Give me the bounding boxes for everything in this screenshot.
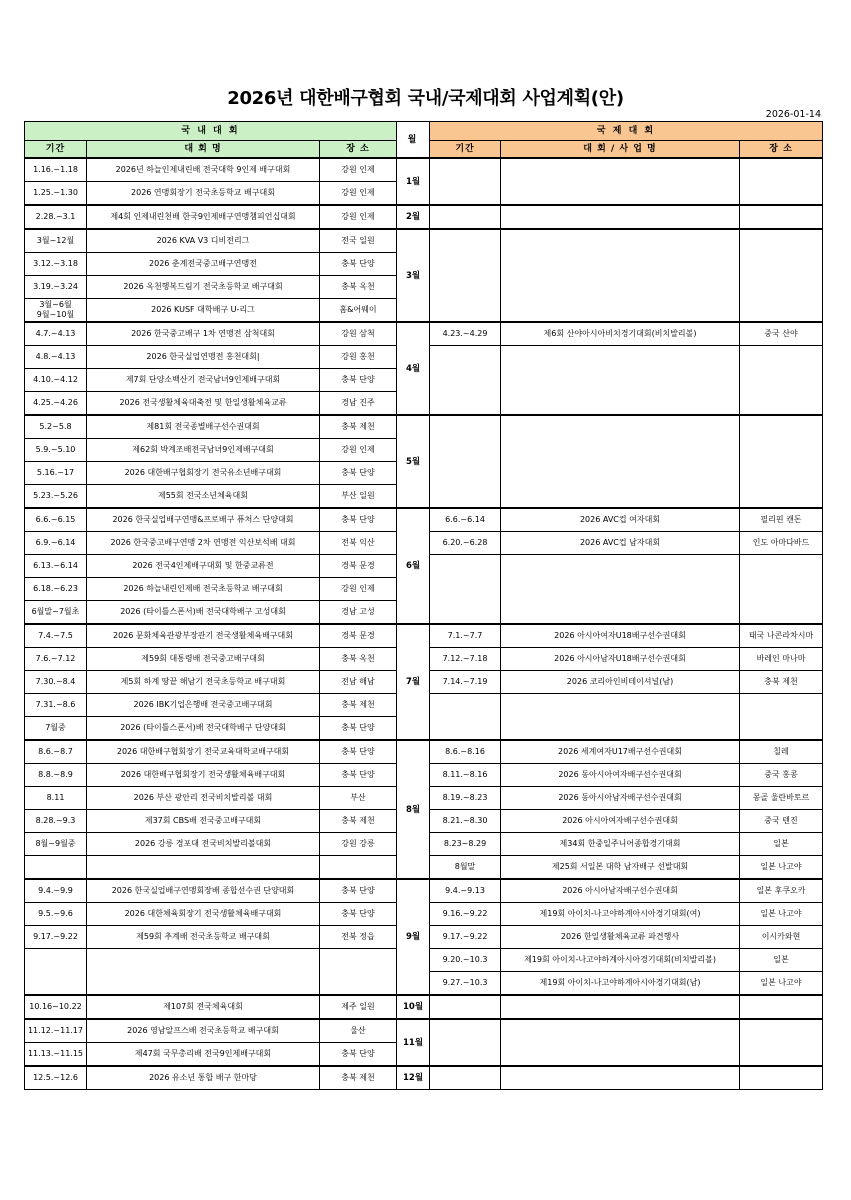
intl-period-empty <box>430 995 501 1019</box>
intl-event-empty <box>501 555 740 625</box>
intl-venue: 중국 홍콩 <box>740 764 823 787</box>
intl-event: 제25회 서일본 대학 남자배구 선발대회 <box>501 856 740 880</box>
intl-event-empty <box>501 1066 740 1090</box>
intl-venue: 일본 나고야 <box>740 972 823 996</box>
intl-venue: 인도 아마다바드 <box>740 532 823 555</box>
intl-venue-empty <box>740 158 823 205</box>
domestic-period: 1.16.~1.18 <box>25 158 87 182</box>
intl-venue-empty <box>740 346 823 416</box>
domestic-venue: 전북 정읍 <box>320 926 397 949</box>
domestic-event: 2026 한국실업배구연맹&프로배구 퓨처스 단양대회 <box>87 508 320 532</box>
domestic-event: 제47회 국무총리배 전국9인제배구대회 <box>87 1043 320 1067</box>
intl-event: 2026 한일생활체육교류 파견행사 <box>501 926 740 949</box>
intl-venue-empty <box>740 555 823 625</box>
domestic-event: 2026 한국실업배구연맹회장배 종합선수권 단양대회 <box>87 879 320 903</box>
domestic-venue: 충북 단양 <box>320 1043 397 1067</box>
domestic-event: 2026 하늘내린인제배 전국초등학교 배구대회 <box>87 578 320 601</box>
table-row <box>25 740 823 764</box>
domestic-venue: 강원 홍천 <box>320 346 397 369</box>
intl-venue-empty <box>740 1066 823 1090</box>
intl-period-empty <box>430 229 501 322</box>
domestic-event-header: 대 회 명 <box>87 141 320 159</box>
domestic-venue: 부산 일원 <box>320 485 397 509</box>
intl-venue: 몽골 울란바토르 <box>740 787 823 810</box>
intl-venue: 일본 후쿠오카 <box>740 879 823 903</box>
intl-period: 8월말 <box>430 856 501 880</box>
intl-venue: 일본 <box>740 833 823 856</box>
domestic-venue: 충북 단양 <box>320 903 397 926</box>
intl-event-empty <box>501 229 740 322</box>
domestic-event: 2026 문화체육관광부장관기 전국생활체육배구대회 <box>87 624 320 648</box>
domestic-period: 7.6.~7.12 <box>25 648 87 671</box>
intl-event: 2026 아시아남자U18배구선수권대회 <box>501 648 740 671</box>
intl-event: 제19회 아이치-나고야하계아시아경기대회(여) <box>501 903 740 926</box>
domestic-venue: 충북 제천 <box>320 694 397 717</box>
domestic-period: 11.12.~11.17 <box>25 1019 87 1043</box>
intl-event: 2026 아시아여자U18배구선수권대회 <box>501 624 740 648</box>
domestic-venue: 경남 고성 <box>320 601 397 625</box>
domestic-venue: 충북 제천 <box>320 810 397 833</box>
domestic-period-empty <box>25 856 87 880</box>
domestic-event: 2026 부산 광안리 전국비치발리볼 대회 <box>87 787 320 810</box>
intl-period: 8.11.~8.16 <box>430 764 501 787</box>
domestic-event: 2026 전국4인제배구대회 및 한중교류전 <box>87 555 320 578</box>
intl-venue-empty <box>740 1019 823 1066</box>
domestic-venue: 충북 제천 <box>320 415 397 439</box>
domestic-event: 2026 강릉 경포대 전국비치발리볼대회 <box>87 833 320 856</box>
domestic-period: 6.9.~6.14 <box>25 532 87 555</box>
table-row <box>25 1019 823 1043</box>
domestic-event: 2026 대한배구협회장기 전국생활체육배구대회 <box>87 764 320 787</box>
domestic-period: 9.17.~9.22 <box>25 926 87 949</box>
intl-event-empty <box>501 346 740 416</box>
domestic-event: 제7회 단양소백산기 전국남녀9인제배구대회 <box>87 369 320 392</box>
domestic-period: 3.12.~3.18 <box>25 253 87 276</box>
domestic-period: 3.19.~3.24 <box>25 276 87 299</box>
intl-period: 7.12.~7.18 <box>430 648 501 671</box>
domestic-event: 2026 대한체육회장기 전국생활체육배구대회 <box>87 903 320 926</box>
domestic-period: 8.6.~8.7 <box>25 740 87 764</box>
intl-venue-empty <box>740 415 823 508</box>
intl-venue: 일본 나고야 <box>740 903 823 926</box>
schedule-table <box>24 121 823 1090</box>
intl-venue: 일본 나고야 <box>740 856 823 880</box>
domestic-event: 2026 KUSF 대학배구 U-리그 <box>87 299 320 323</box>
domestic-event: 제5회 하계 땅끝 해남기 전국초등학교 배구대회 <box>87 671 320 694</box>
intl-venue: 칠레 <box>740 740 823 764</box>
intl-venue-empty <box>740 995 823 1019</box>
intl-venue-empty <box>740 229 823 322</box>
month-label: 3월 <box>397 229 430 322</box>
month-label: 12월 <box>397 1066 430 1090</box>
intl-event: 제34회 한중일주니어종합경기대회 <box>501 833 740 856</box>
domestic-event: 제62회 박계조배전국남녀9인제배구대회 <box>87 439 320 462</box>
domestic-period: 1.25.~1.30 <box>25 182 87 206</box>
domestic-venue: 전북 익산 <box>320 532 397 555</box>
intl-event: 2026 아시아여자배구선수권대회 <box>501 810 740 833</box>
domestic-venue: 강원 강릉 <box>320 833 397 856</box>
domestic-venue: 부산 <box>320 787 397 810</box>
intl-venue: 바레인 마나마 <box>740 648 823 671</box>
header-row-1 <box>25 122 823 141</box>
domestic-venue: 충북 옥천 <box>320 648 397 671</box>
domestic-venue: 충북 단양 <box>320 462 397 485</box>
domestic-event: 2026 IBK기업은행배 전국중고배구대회 <box>87 694 320 717</box>
intl-period-empty <box>430 694 501 741</box>
domestic-period: 4.25.~4.26 <box>25 392 87 416</box>
domestic-period: 9.4.~9.9 <box>25 879 87 903</box>
table-row <box>25 1066 823 1090</box>
intl-event: 제19회 아이치-나고야하계아시아경기대회(남) <box>501 972 740 996</box>
domestic-event: 제81회 전국종별배구선수권대회 <box>87 415 320 439</box>
document-title: 2026년 대한배구협회 국내/국제대회 사업계획(안) <box>227 88 624 109</box>
domestic-period: 12.5.~12.6 <box>25 1066 87 1090</box>
domestic-period: 4.10.~4.12 <box>25 369 87 392</box>
domestic-venue: 제주 일원 <box>320 995 397 1019</box>
intl-venue-header: 장 소 <box>740 141 823 159</box>
domestic-event: 2026 대한배구협회장기 전국교육대학교배구대회 <box>87 740 320 764</box>
intl-period: 8.21.~8.30 <box>430 810 501 833</box>
intl-period: 4.23.~4.29 <box>430 322 501 346</box>
intl-event: 2026 AVC컵 남자대회 <box>501 532 740 555</box>
domestic-event: 제55회 전국소년체육대회 <box>87 485 320 509</box>
domestic-period-header: 기간 <box>25 141 87 159</box>
intl-venue: 중국 텐진 <box>740 810 823 833</box>
intl-event: 2026 AVC컵 여자대회 <box>501 508 740 532</box>
intl-period: 8.19.~8.23 <box>430 787 501 810</box>
domestic-period: 7.4.~7.5 <box>25 624 87 648</box>
domestic-event: 2026 전국생활체육대축전 및 한일생활체육교류 <box>87 392 320 416</box>
intl-event: 2026 동아시아남자배구선수권대회 <box>501 787 740 810</box>
domestic-venue: 강원 삼척 <box>320 322 397 346</box>
intl-period: 7.1.~7.7 <box>430 624 501 648</box>
month-header: 월 <box>397 122 430 159</box>
domestic-period-empty <box>25 949 87 996</box>
domestic-period: 8.11 <box>25 787 87 810</box>
intl-period-empty <box>430 158 501 205</box>
table-row <box>25 415 823 439</box>
intl-event-empty <box>501 415 740 508</box>
domestic-venue: 전남 해남 <box>320 671 397 694</box>
month-label: 9월 <box>397 879 430 995</box>
domestic-venue: 충북 단양 <box>320 253 397 276</box>
period-line: 9월~10월 <box>36 310 75 319</box>
domestic-period: 10.16~10.22 <box>25 995 87 1019</box>
domestic-period: 5.9.~5.10 <box>25 439 87 462</box>
month-label: 4월 <box>397 322 430 415</box>
document-date: 2026-01-14 <box>765 109 821 120</box>
domestic-period: 7.30.~8.4 <box>25 671 87 694</box>
intl-period: 6.6.~6.14 <box>430 508 501 532</box>
intl-venue: 이시카와현 <box>740 926 823 949</box>
intl-venue: 충북 제천 <box>740 671 823 694</box>
domestic-event: 2026 KVA V3 디비전리그 <box>87 229 320 253</box>
domestic-venue: 경북 문경 <box>320 624 397 648</box>
domestic-event: 2026 대한배구협회장기 전국유소년배구대회 <box>87 462 320 485</box>
domestic-venue: 강원 인제 <box>320 182 397 206</box>
domestic-venue: 충북 제천 <box>320 1066 397 1090</box>
intl-period: 8.23~8.29 <box>430 833 501 856</box>
domestic-venue: 충북 단양 <box>320 508 397 532</box>
domestic-period: 7월중 <box>25 717 87 741</box>
intl-venue: 중국 산야 <box>740 322 823 346</box>
intl-venue-empty <box>740 694 823 741</box>
intl-period: 6.20.~6.28 <box>430 532 501 555</box>
domestic-period: 5.16.~17 <box>25 462 87 485</box>
domestic-period: 5.2~5.8 <box>25 415 87 439</box>
intl-event-header: 대 회 / 사 업 명 <box>501 141 740 159</box>
domestic-header: 국 내 대 회 <box>25 122 397 141</box>
table-row <box>25 995 823 1019</box>
domestic-venue: 홈&어웨이 <box>320 299 397 323</box>
intl-event-empty <box>501 158 740 205</box>
month-label: 5월 <box>397 415 430 508</box>
table-row <box>25 322 823 346</box>
domestic-event: 2026 유소년 통합 배구 한마당 <box>87 1066 320 1090</box>
month-label: 7월 <box>397 624 430 740</box>
intl-period: 9.4.~9.13 <box>430 879 501 903</box>
domestic-period: 5.23.~5.26 <box>25 485 87 509</box>
intl-event: 2026 아시아남자배구선수권대회 <box>501 879 740 903</box>
domestic-venue: 강원 인제 <box>320 439 397 462</box>
domestic-venue: 충북 단양 <box>320 740 397 764</box>
intl-event-empty <box>501 205 740 229</box>
domestic-event: 제107회 전국체육대회 <box>87 995 320 1019</box>
domestic-venue: 강원 인제 <box>320 158 397 182</box>
intl-venue: 필리핀 캔돈 <box>740 508 823 532</box>
domestic-period: 6월말~7월초 <box>25 601 87 625</box>
month-label: 11월 <box>397 1019 430 1066</box>
intl-event: 2026 동아시아여자배구선수권대회 <box>501 764 740 787</box>
intl-period: 8.6.~8.16 <box>430 740 501 764</box>
intl-period-header: 기간 <box>430 141 501 159</box>
domestic-event: 2026 한국중고배구연맹 2차 연맹전 익산보석배 대회 <box>87 532 320 555</box>
intl-period-empty <box>430 205 501 229</box>
intl-period: 9.27.~10.3 <box>430 972 501 996</box>
domestic-venue-empty <box>320 949 397 996</box>
intl-venue: 태국 나콘라차시마 <box>740 624 823 648</box>
intl-period: 7.14.~7.19 <box>430 671 501 694</box>
month-label: 6월 <box>397 508 430 624</box>
domestic-event: 2026 한국중고배구 1차 연맹전 삼척대회 <box>87 322 320 346</box>
intl-event-empty <box>501 1019 740 1066</box>
domestic-period: 6.18.~6.23 <box>25 578 87 601</box>
domestic-period: 8월~9월중 <box>25 833 87 856</box>
domestic-period: 7.31.~8.6 <box>25 694 87 717</box>
domestic-event: 2026 춘계전국중고배구연맹전 <box>87 253 320 276</box>
intl-event: 2026 코리아인비테이셔널(남) <box>501 671 740 694</box>
domestic-event: 제4회 인제내린천배 한국9인제배구연맹챔피언십대회 <box>87 205 320 229</box>
domestic-venue: 경북 문경 <box>320 555 397 578</box>
domestic-venue: 충북 단양 <box>320 764 397 787</box>
domestic-period: 4.8.~4.13 <box>25 346 87 369</box>
domestic-event: 2026 한국실업연맹전 홍천대회| <box>87 346 320 369</box>
table-row <box>25 229 823 253</box>
domestic-venue-empty <box>320 856 397 880</box>
intl-event: 2026 세계여자U17배구선수권대회 <box>501 740 740 764</box>
domestic-event: 2026년 하늘인제내린배 전국대학 9인제 배구대회 <box>87 158 320 182</box>
domestic-venue: 충북 단양 <box>320 717 397 741</box>
domestic-period: 8.28.~9.3 <box>25 810 87 833</box>
domestic-event: 제59회 추계배 전국초등학교 배구대회 <box>87 926 320 949</box>
intl-event: 제19회 아이치-나고야하계아시아경기대회(비치발리볼) <box>501 949 740 972</box>
month-label: 1월 <box>397 158 430 205</box>
domestic-period: 6.6.~6.15 <box>25 508 87 532</box>
table-row <box>25 624 823 648</box>
domestic-event-empty <box>87 856 320 880</box>
domestic-period: 2.28.~3.1 <box>25 205 87 229</box>
domestic-period: 3월~12월 <box>25 229 87 253</box>
month-label: 8월 <box>397 740 430 879</box>
domestic-venue-header: 장 소 <box>320 141 397 159</box>
intl-venue: 일본 <box>740 949 823 972</box>
domestic-event: 제37회 CBS배 전국중고배구대회 <box>87 810 320 833</box>
domestic-venue: 전국 일원 <box>320 229 397 253</box>
intl-period: 9.20.~10.3 <box>430 949 501 972</box>
period-line: 3월~6월 <box>39 300 72 309</box>
domestic-period: 8.8.~8.9 <box>25 764 87 787</box>
table-row <box>25 158 823 182</box>
intl-period-empty <box>430 1019 501 1066</box>
domestic-event: 2026 연맹회장기 전국초등학교 배구대회 <box>87 182 320 206</box>
domestic-period: 9.5.~9.6 <box>25 903 87 926</box>
domestic-period: 4.7.~4.13 <box>25 322 87 346</box>
month-label: 10월 <box>397 995 430 1019</box>
domestic-venue: 충북 단양 <box>320 879 397 903</box>
domestic-event: 2026 옥천행복드림기 전국초등학교 배구대회 <box>87 276 320 299</box>
domestic-venue: 울산 <box>320 1019 397 1043</box>
table-row <box>25 508 823 532</box>
domestic-venue: 충북 옥천 <box>320 276 397 299</box>
intl-venue-empty <box>740 205 823 229</box>
intl-period-empty <box>430 555 501 625</box>
international-header: 국 제 대 회 <box>430 122 823 141</box>
intl-period-empty <box>430 346 501 416</box>
domestic-period: 6.13.~6.14 <box>25 555 87 578</box>
intl-event-empty <box>501 694 740 741</box>
domestic-venue: 강원 인제 <box>320 578 397 601</box>
domestic-event: 2026 (타이틀스폰서)배 전국대학배구 고성대회 <box>87 601 320 625</box>
domestic-event-empty <box>87 949 320 996</box>
intl-event: 제6회 산야아시아비치경기대회(비치발리볼) <box>501 322 740 346</box>
intl-period-empty <box>430 415 501 508</box>
intl-period: 9.16.~9.22 <box>430 903 501 926</box>
domestic-event: 제59회 대통령배 전국중고배구대회 <box>87 648 320 671</box>
domestic-venue: 강원 인제 <box>320 205 397 229</box>
domestic-period: 11.13.~11.15 <box>25 1043 87 1067</box>
domestic-venue: 경남 진주 <box>320 392 397 416</box>
intl-period: 9.17.~9.22 <box>430 926 501 949</box>
intl-event-empty <box>501 995 740 1019</box>
domestic-event: 2026 (타이틀스폰서)배 전국대학배구 단양대회 <box>87 717 320 741</box>
table-row <box>25 879 823 903</box>
domestic-venue: 충북 단양 <box>320 369 397 392</box>
domestic-period <box>25 299 87 323</box>
intl-period-empty <box>430 1066 501 1090</box>
month-label: 2월 <box>397 205 430 229</box>
domestic-event: 2026 영남알프스배 전국초등학교 배구대회 <box>87 1019 320 1043</box>
table-row <box>25 205 823 229</box>
